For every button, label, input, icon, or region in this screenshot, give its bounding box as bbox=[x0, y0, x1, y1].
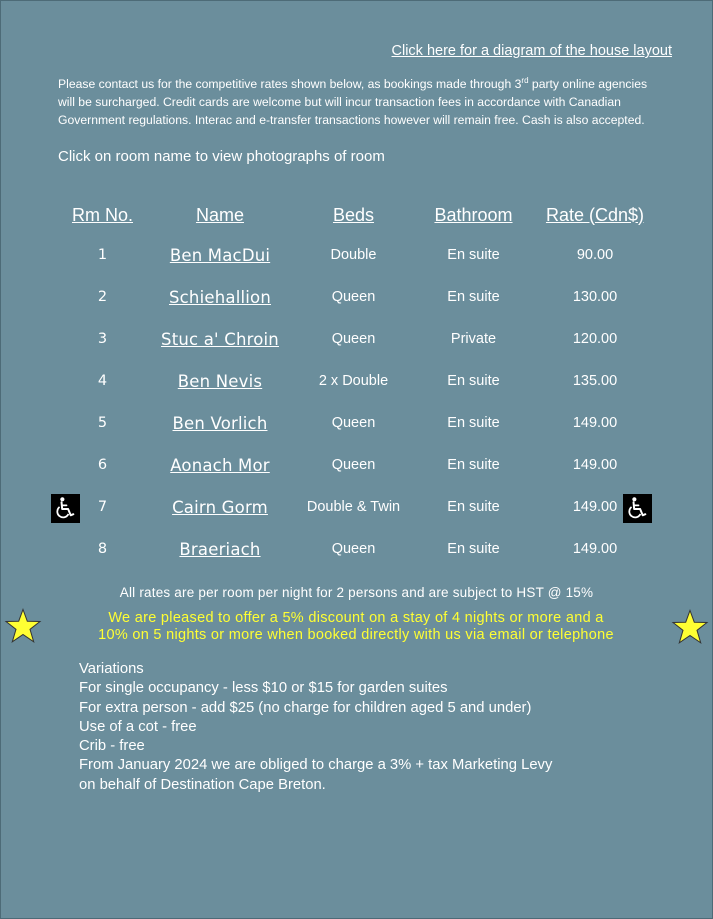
room-bathroom: En suite bbox=[447, 499, 500, 515]
wheelchair-accessible-icon bbox=[623, 494, 652, 523]
variation-item: For extra person - add $25 (no charge for children aged 5 and under) bbox=[79, 699, 532, 716]
discount-offer bbox=[56, 610, 656, 644]
wheelchair-accessible-icon bbox=[51, 494, 80, 523]
room-number: 3 bbox=[97, 331, 108, 347]
room-bathroom: En suite bbox=[447, 457, 500, 473]
room-bathroom: Private bbox=[450, 331, 497, 347]
table-row bbox=[55, 318, 660, 360]
room-rate: 135.00 bbox=[572, 373, 618, 389]
room-name-link[interactable]: Aonach Mor bbox=[170, 455, 270, 475]
room-beds: Queen bbox=[331, 541, 376, 557]
room-rates-table bbox=[55, 196, 660, 570]
room-name-link[interactable]: Ben Vorlich bbox=[172, 413, 268, 433]
booking-info-paragraph bbox=[58, 72, 648, 129]
variations-heading: Variations bbox=[79, 661, 144, 677]
room-name-link[interactable]: Ben Nevis bbox=[177, 371, 263, 391]
room-number: 6 bbox=[97, 457, 108, 473]
room-rate: 149.00 bbox=[572, 415, 618, 431]
table-row bbox=[55, 234, 660, 276]
offer-line-2: 10% on 5 nights or more when booked directly with us via email or telephone bbox=[98, 627, 614, 643]
intro-text-start: Please contact us for the competitive rates shown below, as bookings made through 3 bbox=[58, 77, 522, 92]
room-photo-instruction: Click on room name to view photographs of room bbox=[58, 148, 385, 165]
room-rate: 149.00 bbox=[572, 457, 618, 473]
room-beds: 2 x Double bbox=[318, 373, 389, 389]
variation-item: Crib - free bbox=[79, 738, 145, 755]
offer-line-1: We are pleased to offer a 5% discount on a stay of 4 nights or more and a bbox=[108, 610, 604, 626]
room-number: 4 bbox=[97, 373, 108, 389]
room-name-link[interactable]: Braeriach bbox=[179, 539, 261, 559]
room-name-link[interactable]: Stuc a' Chroin bbox=[161, 329, 279, 349]
table-row bbox=[55, 486, 660, 528]
room-rate: 130.00 bbox=[572, 289, 618, 305]
room-name-link[interactable]: Ben MacDui bbox=[169, 245, 271, 265]
room-bathroom: En suite bbox=[447, 415, 500, 431]
variation-item: From January 2024 we are obliged to charge a 3% + tax Marketing Levy bbox=[79, 757, 553, 774]
room-rate: 149.00 bbox=[572, 541, 618, 557]
variation-item: Use of a cot - free bbox=[79, 718, 197, 735]
room-rate: 120.00 bbox=[572, 331, 618, 347]
rates-tax-note: All rates are per room per night for 2 persons and are subject to HST @ 15% bbox=[119, 585, 594, 600]
table-row bbox=[55, 276, 660, 318]
room-name-link[interactable]: Schiehallion bbox=[168, 287, 271, 307]
table-row bbox=[55, 402, 660, 444]
room-number: 5 bbox=[97, 415, 108, 431]
room-beds: Queen bbox=[331, 331, 376, 347]
room-rate: 149.00 bbox=[572, 499, 618, 515]
room-beds: Queen bbox=[331, 289, 376, 305]
table-header-row bbox=[55, 196, 660, 234]
room-beds: Queen bbox=[331, 457, 376, 473]
room-number: 1 bbox=[97, 247, 108, 263]
intro-text-end: party online agencies will be surcharged. Credit cards are welcome but will incur transaction fees in accordance with Canadian Government regulations. Interac and e-transfer transactions however will remain free. Cash is also accepted. bbox=[58, 77, 648, 128]
room-number: 8 bbox=[97, 541, 108, 557]
room-bathroom: En suite bbox=[447, 247, 500, 263]
variation-item: on behalf of Destination Cape Breton. bbox=[79, 776, 326, 793]
header-bathroom: Bathroom bbox=[434, 204, 513, 225]
header-room-number: Rm No. bbox=[71, 204, 133, 225]
header-beds: Beds bbox=[332, 204, 375, 225]
table-row bbox=[55, 360, 660, 402]
intro-superscript: rd bbox=[521, 76, 529, 85]
room-beds: Double & Twin bbox=[306, 499, 401, 515]
room-number: 7 bbox=[97, 499, 108, 515]
room-number: 2 bbox=[97, 289, 108, 305]
star-icon bbox=[671, 609, 709, 645]
room-beds: Double bbox=[330, 247, 377, 263]
room-rate: 90.00 bbox=[576, 247, 614, 263]
star-icon bbox=[4, 608, 42, 644]
room-beds: Queen bbox=[331, 415, 376, 431]
header-name: Name bbox=[195, 204, 244, 225]
room-bathroom: En suite bbox=[447, 541, 500, 557]
table-row bbox=[55, 444, 660, 486]
room-name-link[interactable]: Cairn Gorm bbox=[172, 497, 268, 517]
room-bathroom: En suite bbox=[447, 289, 500, 305]
house-diagram-link[interactable]: Click here for a diagram of the house layout bbox=[391, 43, 672, 59]
variation-item: For single occupancy - less $10 or $15 for garden suites bbox=[79, 680, 448, 697]
variations-list bbox=[79, 660, 639, 795]
table-row bbox=[55, 528, 660, 570]
room-bathroom: En suite bbox=[447, 373, 500, 389]
header-rate: Rate (Cdn$) bbox=[545, 204, 645, 225]
